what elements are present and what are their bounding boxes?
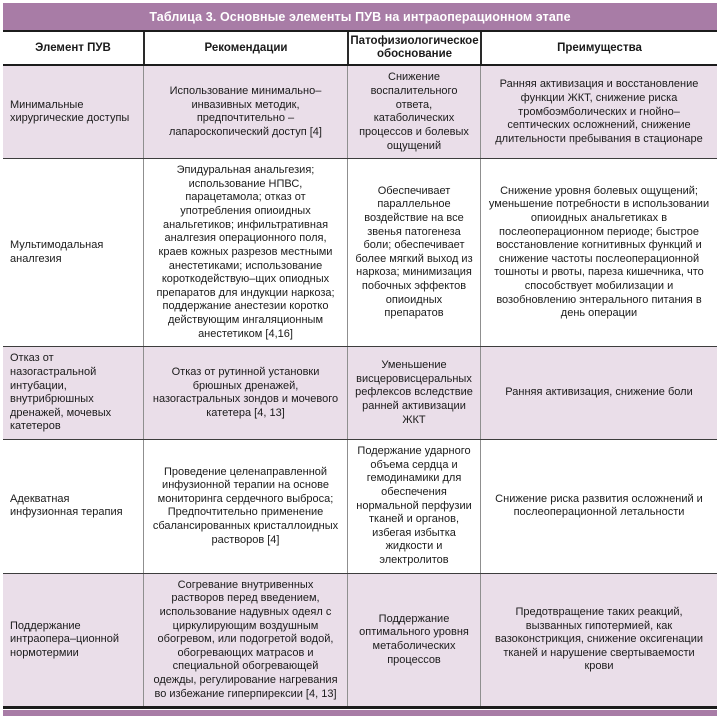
table-row <box>3 158 717 346</box>
cell-rationale: Снижение воспалительного ответа, катаболических процессов и болевых ощущений <box>347 66 480 158</box>
column-header-benefits: Преимущества <box>480 32 717 64</box>
cell-element: Адекватная инфузионная терапия <box>10 492 123 519</box>
table-row <box>3 66 717 158</box>
cell-rationale: Обеспечивает параллельное воздействие на все звенья патогенеза боли; обеспечивает более мягкий выход из наркоза; минимизация побочных эффектов опиоидных препаратов <box>347 159 480 346</box>
column-header-rationale: Патофизиологическое обоснование <box>347 32 480 64</box>
cell-recommendation: Использование минимально–инвазивных методик, предпочтительно – лапароскопический доступ [4] <box>143 66 347 158</box>
cell-rationale: Уменьшение висцеровисцеральных рефлексов вследствие ранней активизации ЖКТ <box>347 347 480 439</box>
cell-benefits: Ранняя активизация, снижение боли <box>480 347 717 439</box>
table-title-bar <box>3 3 717 32</box>
cell-recommendation: Согревание внутривенных растворов перед введением, использование надувных одеял с циркулирующим воздушным обогревом, или подогретой водой, обогревающих матрасов и специальной обогревающей одежды, регулирование нагревания во избежание гиперпирексии [4, 13] <box>143 574 347 707</box>
table-row <box>3 439 717 573</box>
cell-recommendation: Отказ от рутинной установки брюшных дренажей, назогастральных зондов и мочевого катетера [4, 13] <box>143 347 347 439</box>
cell-rationale: Подержание ударного объема сердца и гемодинамики для обеспечения нормальной перфузии тканей и органов, избегая избытка жидкости и электролитов <box>347 440 480 573</box>
table-title: Таблица 3. Основные элементы ПУВ на интраоперационном этапе <box>149 9 571 24</box>
cell-element: Отказ от назогастральной интубации, внутрибрюшных дренажей, мочевых катетеров <box>10 352 112 433</box>
cell-benefits: Снижение риска развития осложнений и послеоперационной летальности <box>480 440 717 573</box>
cell-element: Поддержание интраопера–ционной нормотермии <box>10 619 120 659</box>
cell-recommendation: Эпидуральная анальгезия; использование НПВС, парацетамола; отказ от употребления опиоидных анальгетиков; инфильтративная аналгезия операционного поля, краев кожных разрезов местными анестетиками; использование короткодействую–щих опиодных препаратов для индукции наркоза; поддержание анестезии коротко действующим ингаляционным анестетиком [4,16] <box>143 159 347 346</box>
table-header-row <box>3 32 717 66</box>
cell-element: Мультимодальная аналгезия <box>10 239 104 265</box>
cell-element: Минимальные хирургические доступы <box>10 98 130 125</box>
cell-recommendation: Проведение целенаправленной инфузионной терапии на основе мониторинга сердечного выброса; Предпочтительно применение сбалансированных кристаллоидных растворов [4] <box>143 440 347 573</box>
column-header-element: Элемент ПУВ <box>35 41 111 54</box>
table-row <box>3 346 717 439</box>
cell-rationale: Поддержание оптимального уровня метаболических процессов <box>347 574 480 707</box>
cell-benefits: Ранняя активизация и восстановление функции ЖКТ, снижение риска тромбоэмболических и гнойно–септических осложнений, снижение длительности пребывания в стационаре <box>480 66 717 158</box>
table-3 <box>3 3 717 716</box>
table-bottom-accent-bar <box>3 710 717 716</box>
cell-benefits: Предотвращение таких реакций, вызванных гипотермией, как вазоконстрикция, снижение оксигенации тканей и нарушение свертываемости крови <box>480 574 717 707</box>
column-header-recommendations: Рекомендации <box>143 32 347 64</box>
table-row <box>3 573 717 707</box>
cell-benefits: Снижение уровня болевых ощущений; уменьшение потребности в использовании опиоидных анальгетиках в послеоперационном периоде; быстрое восстановление когнитивных функций и снижение частоты послеоперационной тошноты и рвоты, пареза кишечника, что способствует мобилизации и возобновлению энтерального питания в день операции <box>480 159 717 346</box>
table-bottom-border <box>3 706 717 709</box>
